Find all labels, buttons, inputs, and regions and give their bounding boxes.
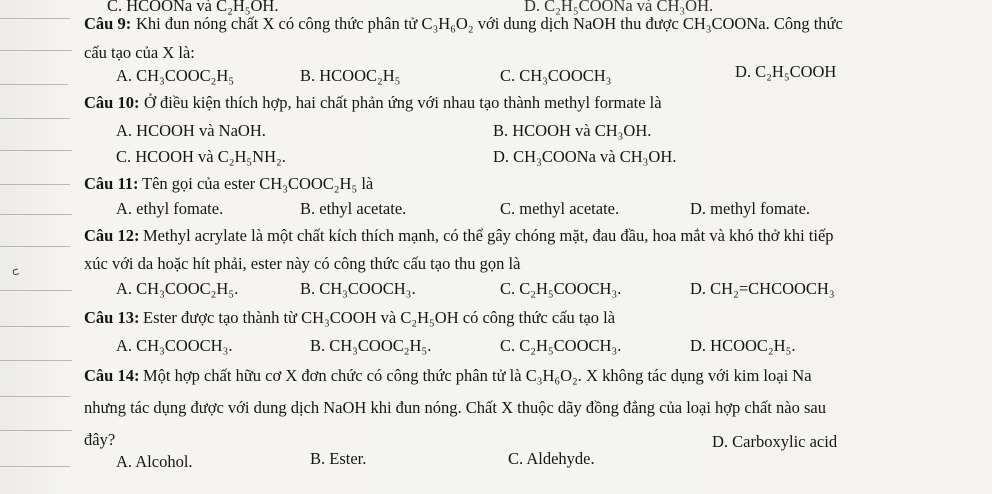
q14-option-d: D. Carboxylic acid (712, 432, 838, 451)
q14-text-cont: nhưng tác dụng được với dung dịch NaOH khi đun nóng. Chất X thuộc dãy đồng đẳng của loại hợp chất nào sau (84, 398, 826, 417)
q13-label: Câu 13: (84, 308, 140, 327)
q12-option-d: D. CH₂=CHCOOCH₃ (690, 279, 835, 298)
q10-option-a: A. HCOOH và NaOH. (116, 121, 266, 140)
q9-text-cont: cấu tạo của X là: (84, 43, 195, 62)
option-d-prev: D. C₂H₅COONa và CH₃OH. (524, 0, 714, 15)
q11-option-a: A. ethyl fomate. (116, 199, 224, 218)
q11-text: Tên gọi của ester CH₃COOC₂H₅ là (142, 174, 374, 193)
q13-text: Ester được tạo thành từ CH₃COOH và C₂H₅OH có công thức cấu tạo là (143, 308, 616, 327)
q12-text: Methyl acrylate là một chất kích thích mạnh, có thể gây chóng mặt, đau đầu, hoa mắt và khó thở khi tiếp (143, 226, 834, 245)
q12-option-a: A. CH₃COOC₂H₅. (116, 279, 239, 298)
q12-option-c: C. C₂H₅COOCH₃. (500, 279, 622, 298)
q13-option-c: C. C₂H₅COOCH₃. (500, 336, 622, 355)
q11-option-b: B. ethyl acetate. (300, 199, 407, 218)
q10-option-b: B. HCOOH và CH₃OH. (493, 121, 652, 140)
q14-option-a: A. Alcohol. (116, 452, 193, 471)
q13-option-d: D. HCOOC₂H₅. (690, 336, 796, 355)
notebook-margin-lines (0, 0, 80, 494)
q14-text-cont2: đây? (84, 430, 116, 449)
q9-label: Câu 9: (84, 14, 132, 33)
option-c-prev: C. HCOONa và C₂H₅OH. (107, 0, 279, 15)
q14-option-c: C. Aldehyde. (508, 449, 595, 468)
q11-option-c: C. methyl acetate. (500, 199, 620, 218)
q14-option-b: B. Ester. (310, 449, 367, 468)
q10-label: Câu 10: (84, 93, 140, 112)
q9-option-b: B. HCOOC₂H₅ (300, 66, 401, 85)
pen-mark: ꜀ (7, 252, 21, 279)
q11-label: Câu 11: (84, 174, 139, 193)
q14-label: Câu 14: (84, 366, 140, 385)
q9-text: Khi đun nóng chất X có công thức phân tử C₃H₆O₂ với dung dịch NaOH thu được CH₃COONa. Công thức (136, 14, 843, 33)
q12-label: Câu 12: (84, 226, 140, 245)
q10-option-c: C. HCOOH và C₂H₅NH₂. (116, 147, 286, 166)
q12-option-b: B. CH₃COOCH₃. (300, 279, 416, 298)
q10-text: Ở điều kiện thích hợp, hai chất phản ứng với nhau tạo thành methyl formate là (144, 93, 662, 112)
q13-option-b: B. CH₃COOC₂H₅. (310, 336, 432, 355)
q13-option-a: A. CH₃COOCH₃. (116, 336, 233, 355)
q9-option-c: C. CH₃COOCH₃ (500, 66, 612, 85)
q14-text: Một hợp chất hữu cơ X đơn chức có công thức phân tử là C₃H₆O₂. X không tác dụng với kim loại Na (143, 366, 812, 385)
q9-option-a: A. CH₃COOC₂H₅ (116, 66, 235, 85)
q10-option-d: D. CH₃COONa và CH₃OH. (493, 147, 677, 166)
q12-text-cont: xúc với da hoặc hít phải, ester này có công thức cấu tạo thu gọn là (84, 254, 521, 273)
q11-option-d: D. methyl fomate. (690, 199, 811, 218)
q9-option-d: D. C₂H₅COOH (735, 62, 837, 81)
